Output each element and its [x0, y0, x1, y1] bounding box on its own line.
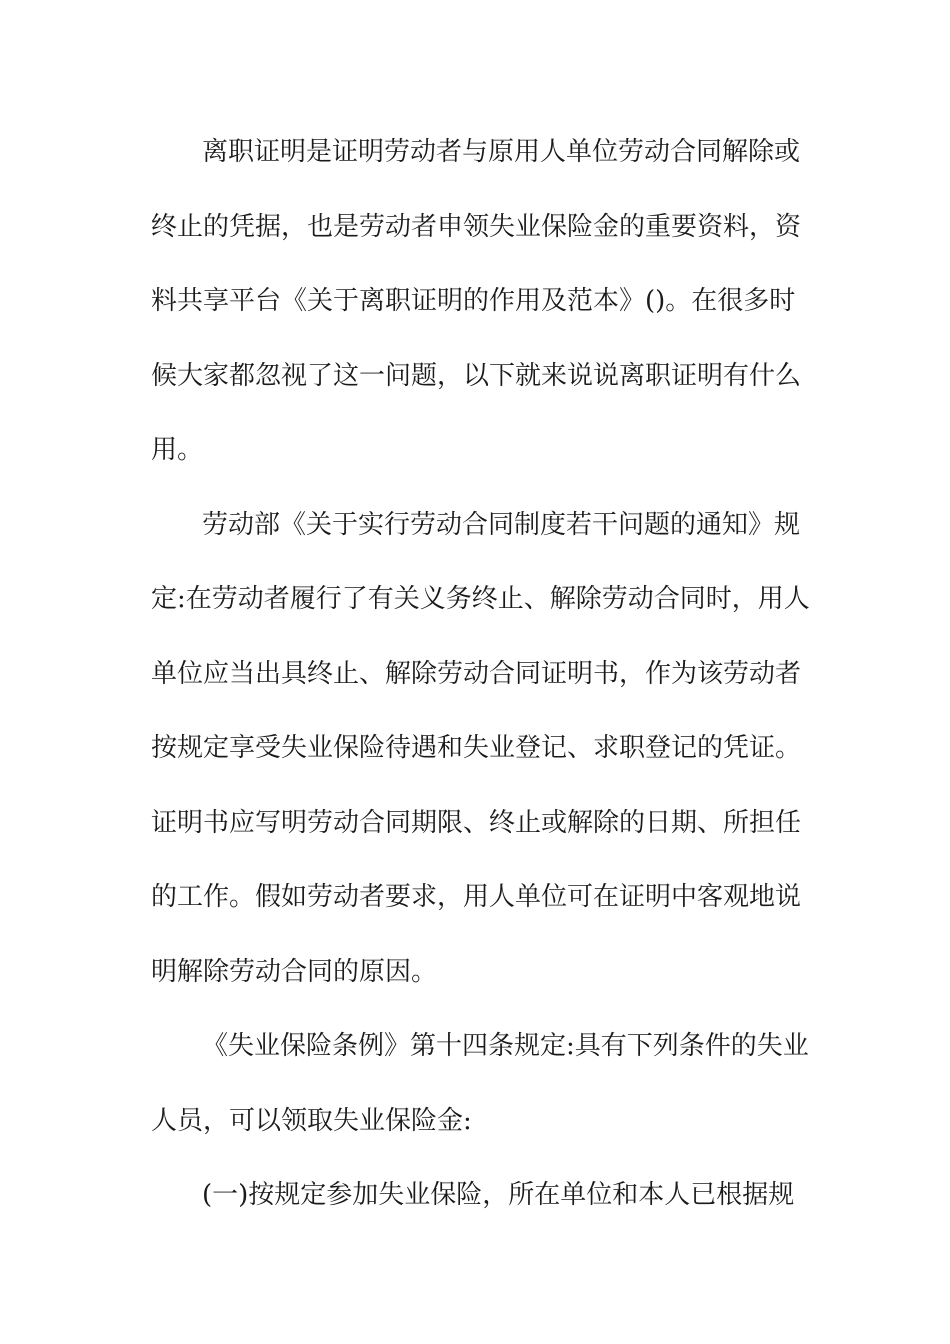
- paragraph-1-line-3: 料共享平台《关于离职证明的作用及范本》()。在很多时: [151, 286, 796, 316]
- paragraph-2-line-5: 证明书应写明劳动合同期限、终止或解除的日期、所担任: [151, 808, 802, 838]
- paragraph-4-line-1: (一)按规定参加失业保险，所在单位和本人已根据规: [202, 1180, 795, 1210]
- paragraph-1-line-5: 用。: [151, 435, 204, 465]
- paragraph-3-line-1: 《失业保险条例》第十四条规定:具有下列条件的失业: [202, 1031, 809, 1061]
- paragraph-2-line-6: 的工作。假如劳动者要求，用人单位可在证明中客观地说: [151, 882, 802, 912]
- paragraph-1-line-2: 终止的凭据，也是劳动者申领失业保险金的重要资料，资: [151, 212, 802, 242]
- paragraph-2-line-2: 定:在劳动者履行了有关义务终止、解除劳动合同时，用人: [151, 584, 810, 614]
- paragraph-3-line-2: 人员，可以领取失业保险金:: [151, 1106, 472, 1136]
- paragraph-2-line-1: 劳动部《关于实行劳动合同制度若干问题的通知》规: [202, 510, 801, 540]
- paragraph-2-line-7: 明解除劳动合同的原因。: [151, 957, 438, 987]
- paragraph-2-line-4: 按规定享受失业保险待遇和失业登记、求职登记的凭证。: [151, 733, 802, 763]
- paragraph-1-line-1: 离职证明是证明劳动者与原用人单位劳动合同解除或: [202, 137, 801, 167]
- paragraph-1-line-4: 候大家都忽视了这一问题，以下就来说说离职证明有什么: [151, 361, 802, 391]
- paragraph-2-line-3: 单位应当出具终止、解除劳动合同证明书，作为该劳动者: [151, 659, 802, 689]
